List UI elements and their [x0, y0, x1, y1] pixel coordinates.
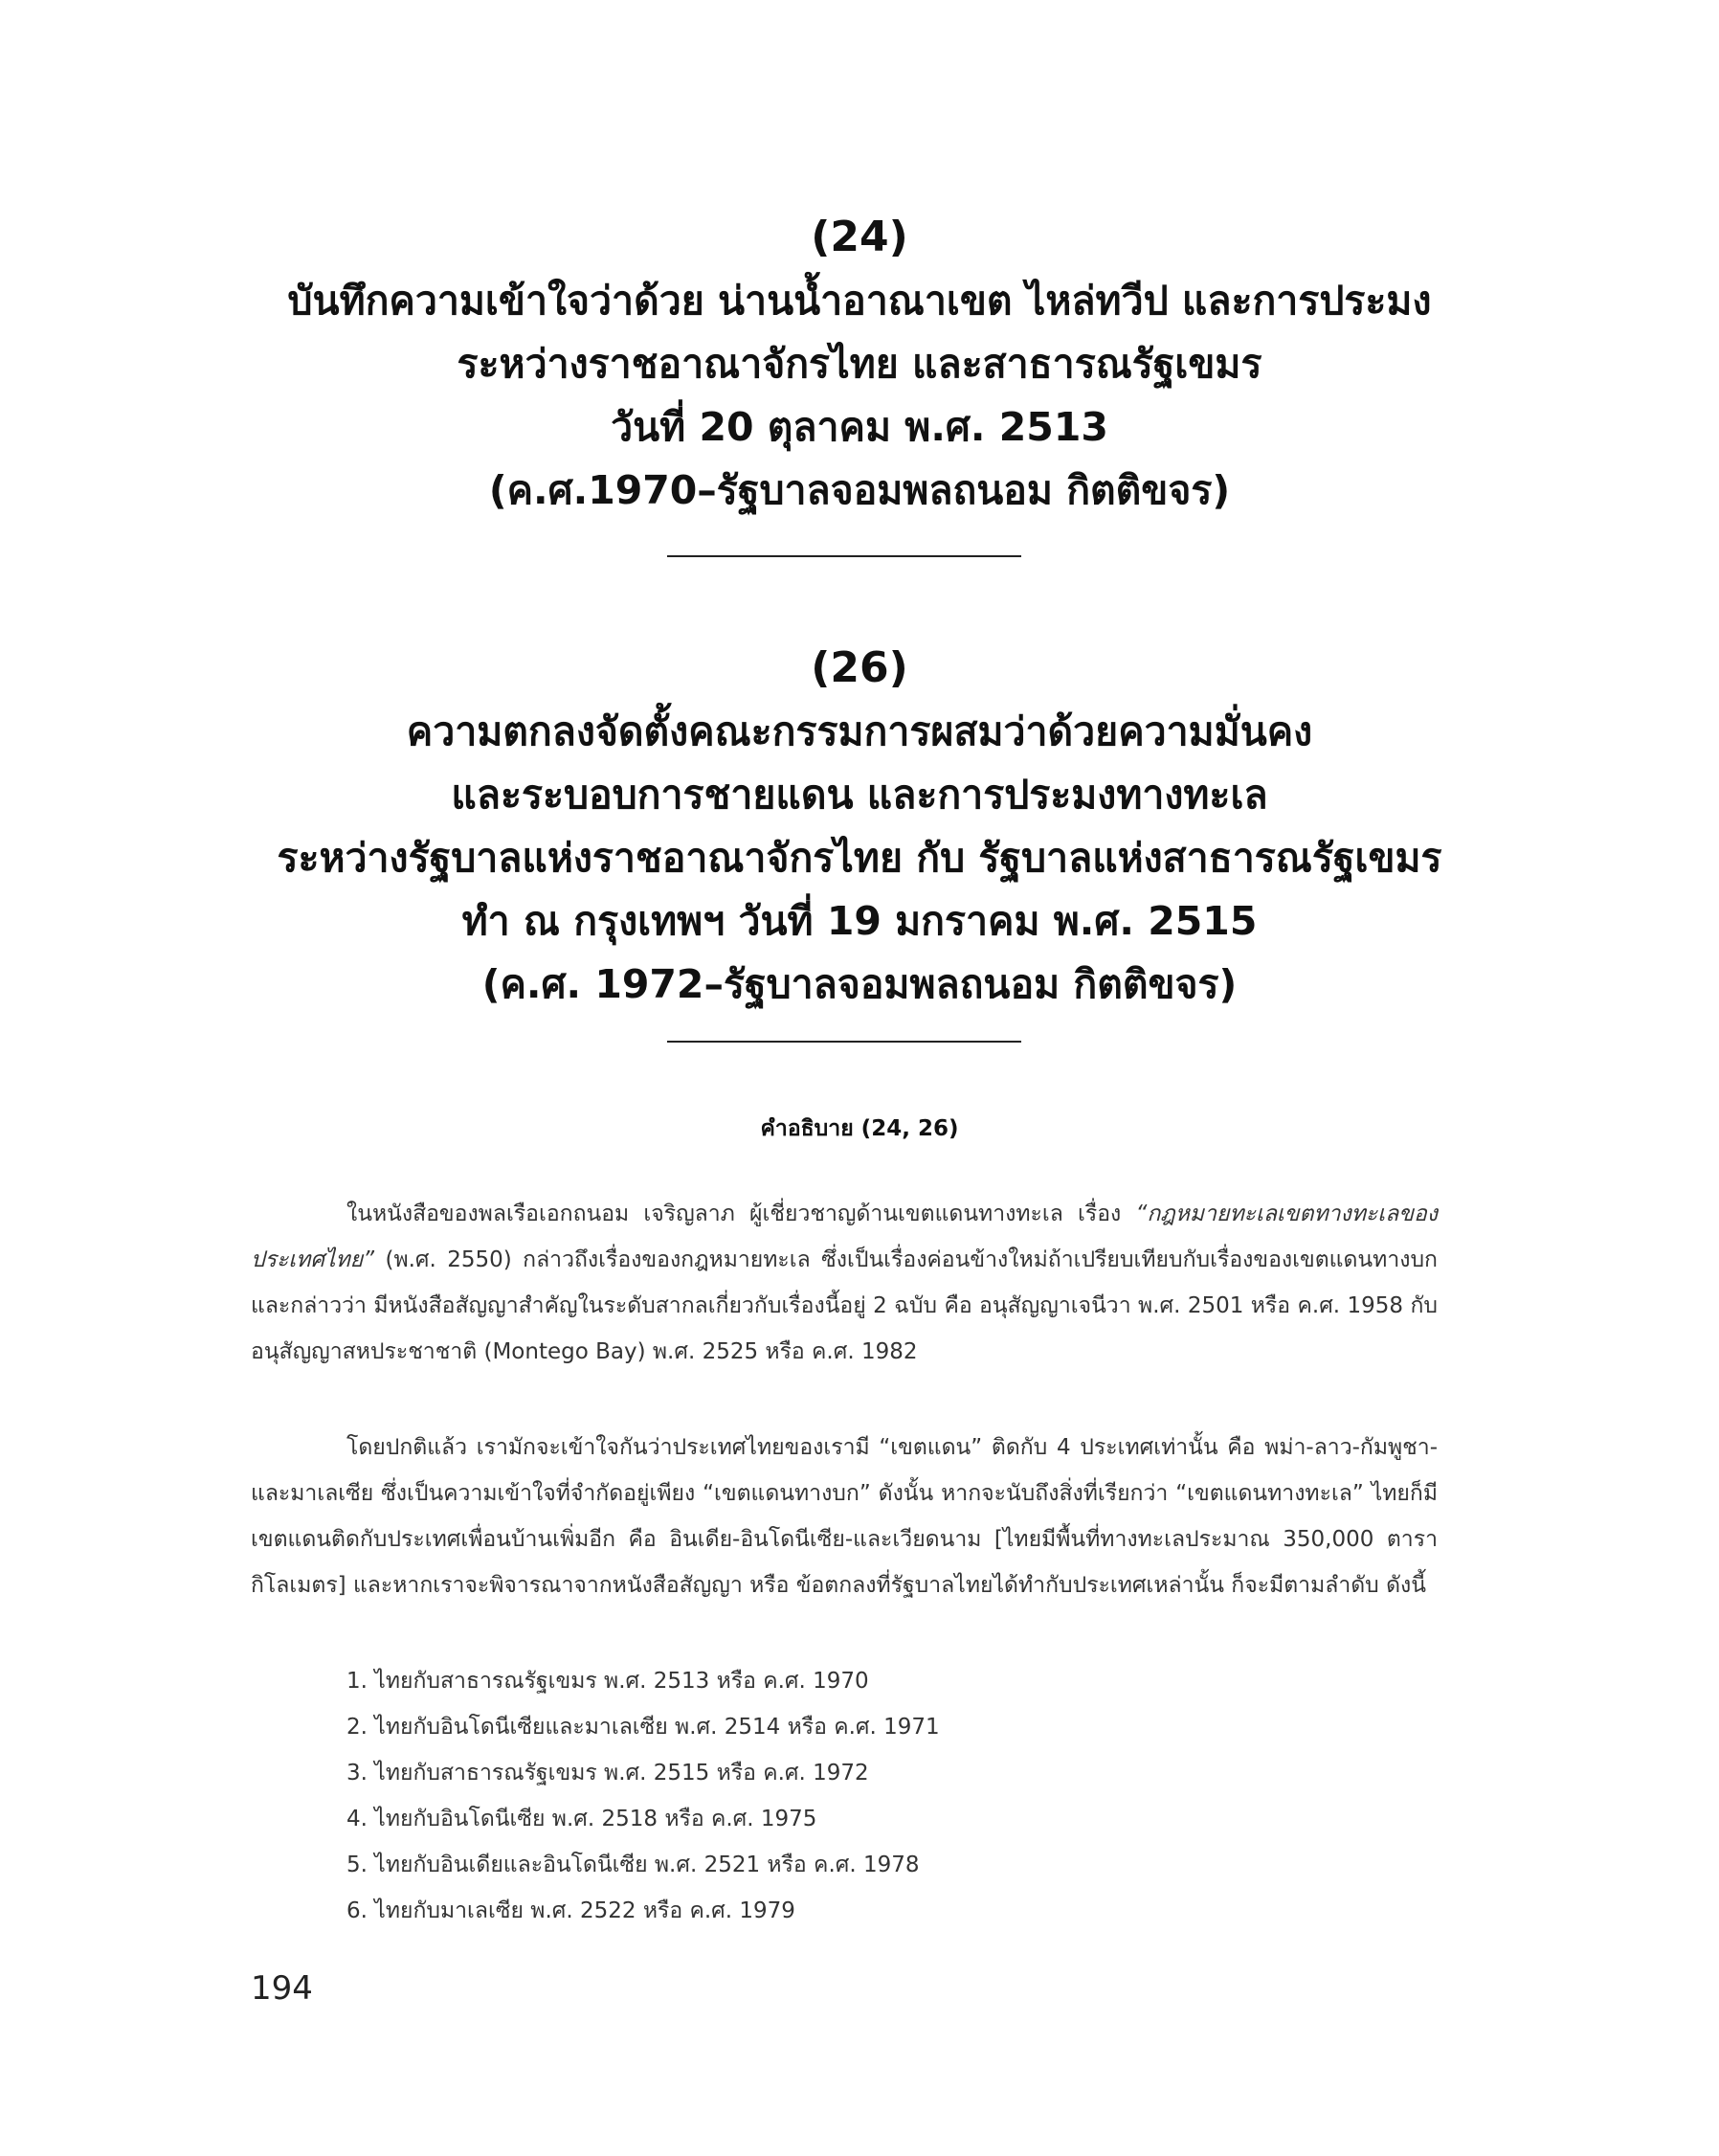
document-26-title-line: ระหว่างรัฐบาลแห่งราชอาณาจักรไทย กับ รัฐบาลแห่งสาธารณรัฐเขมร [277, 835, 1442, 881]
document-24-title-line: บันทึกความเข้าใจว่าด้วย น่านน้ำอาณาเขต ไหล่ทวีป และการประมง [287, 278, 1432, 324]
paragraph-2-text: โดยปกติแล้ว เรามักจะเข้าใจกันว่าประเทศไทยของเรามี “เขตแดน” ติดกับ 4 ประเทศเท่านั้น คือ พม่า-ลาว-กัมพูชา-และมาเลเซีย ซึ่งเป็นความเข้าใจที่จำกัดอยู่เพียง “เขตแดนทางบก” ดังนั้น หากจะนับถึงสิ่งที่เรียกว่า “เขตแดนทางทะเล” ไทยก็มีเขตแดนติดกับประเทศเพื่อนบ้านเพิ่มอีก คือ อินเดีย-อินโดนีเซีย-และเวียดนาม [ไทยมีพื้นที่ทางทะเลประมาณ 350,000 ตารากิโลเมตร] และหากเราจะพิจารณาจากหนังสือสัญญา หรือ ข้อตกลงที่รัฐบาลไทยได้ทำกับประเทศเหล่านั้น ก็จะมีตามลำดับ ดังนี้ [251, 1435, 1438, 1598]
treaty-list [346, 1658, 940, 1934]
list-item: 3. ไทยกับสาธารณรัฐเขมร พ.ศ. 2515 หรือ ค.ศ. 1972 [346, 1761, 869, 1785]
list-item: 5. ไทยกับอินเดียและอินโดนีเซีย พ.ศ. 2521 หรือ ค.ศ. 1978 [346, 1853, 920, 1877]
document-24-number: (24) [811, 213, 908, 261]
list-item: 6. ไทยกับมาเลเซีย พ.ศ. 2522 หรือ ค.ศ. 1979 [346, 1898, 795, 1923]
paragraph-1-text: (พ.ศ. 2550) กล่าวถึงเรื่องของกฎหมายทะเล ซึ่งเป็นเรื่องค่อนข้างใหม่ถ้าเปรียบเทียบกับเรื่องของเขตแดนทางบก และกล่าวว่า มีหนังสือสัญญาสำคัญในระดับสากลเกี่ยวกับเรื่องนี้อยู่ 2 ฉบับ คือ อนุสัญญาเจนีวา พ.ศ. 2501 หรือ ค.ศ. 1958 กับอนุสัญญาสหประชาชาติ (Montego Bay) พ.ศ. 2525 หรือ ค.ศ. 1982 [251, 1247, 1438, 1364]
document-26-title-line: ความตกลงจัดตั้งคณะกรรมการผสมว่าด้วยความมั่นคง [406, 708, 1313, 754]
document-26-title-line: และระบอบการชายแดน และการประมงทางทะเล [451, 772, 1268, 818]
list-item: 4. ไทยกับอินโดนีเซีย พ.ศ. 2518 หรือ ค.ศ. 1975 [346, 1807, 817, 1831]
document-24-government: (ค.ศ.1970–รัฐบาลจอมพลถนอม กิตติขจร) [488, 467, 1231, 513]
divider [667, 555, 1021, 557]
divider [667, 1041, 1021, 1043]
document-24-heading [0, 206, 1719, 522]
document-24-title-line: ระหว่างราชอาณาจักรไทย และสาธารณรัฐเขมร [457, 341, 1262, 387]
paragraph-1-text: ในหนังสือของพลเรือเอกถนอม เจริญลาภ ผู้เชี่ยวชาญด้านเขตแดนทางทะเล เรื่อง [346, 1202, 1136, 1226]
explanation-title: คำอธิบาย (24, 26) [760, 1116, 959, 1141]
explanation-paragraph-2 [251, 1425, 1438, 1608]
list-item: 1. ไทยกับสาธารณรัฐเขมร พ.ศ. 2513 หรือ ค.ศ. 1970 [346, 1669, 869, 1694]
document-26-number: (26) [811, 643, 908, 692]
list-item: 2. ไทยกับอินโดนีเซียและมาเลเซีย พ.ศ. 2514 หรือ ค.ศ. 1971 [346, 1715, 940, 1740]
document-26-government: (ค.ศ. 1972–รัฐบาลจอมพลถนอม กิตติขจร) [481, 961, 1238, 1007]
explanation-paragraph-1 [251, 1191, 1438, 1375]
document-24-date: วันที่ 20 ตุลาคม พ.ศ. 2513 [611, 404, 1108, 450]
page-number: 194 [251, 1969, 313, 2008]
document-26-heading [0, 637, 1719, 1016]
document-26-date: ทำ ณ กรุงเทพฯ วันที่ 19 มกราคม พ.ศ. 2515 [461, 898, 1258, 944]
book-title: “กฎหมายทะเลเขตทางทะเลของประเทศไทย” [251, 1202, 1438, 1272]
